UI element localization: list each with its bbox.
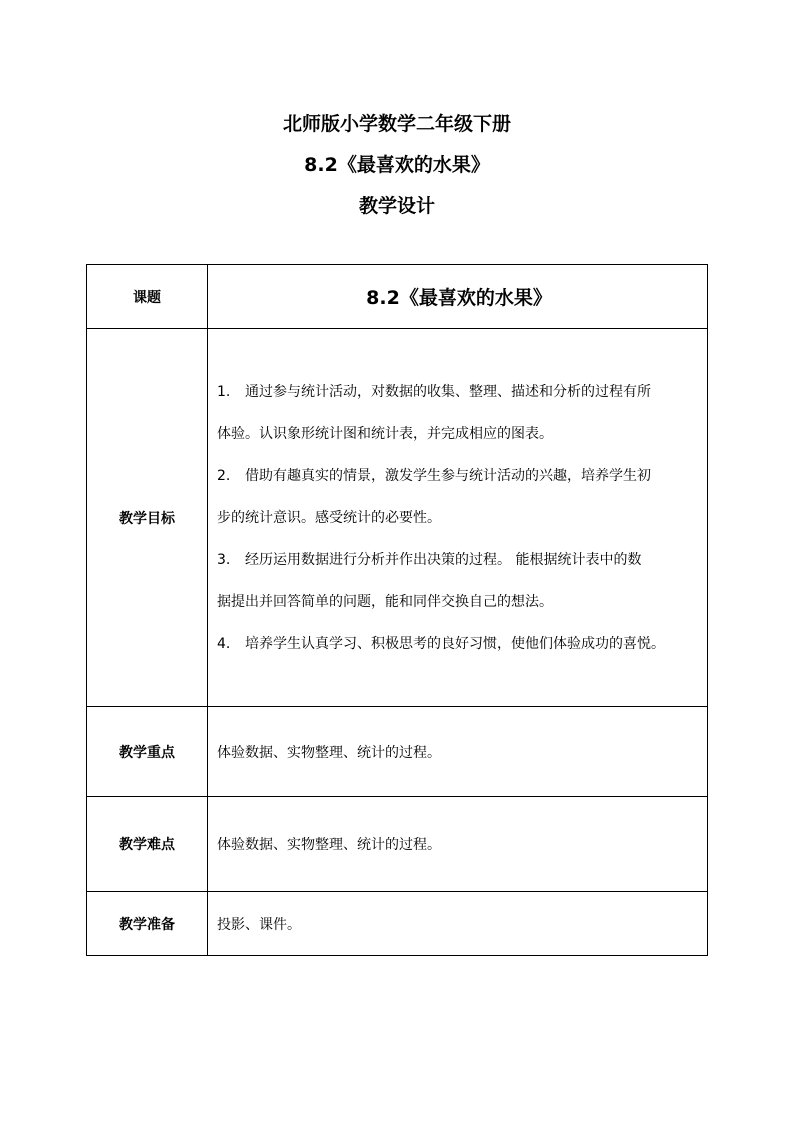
lesson-plan-table [86,264,708,956]
goal-text: 借助有趣真实的情景，激发学生参与统计活动的兴趣，培养学生初 [245,467,651,484]
difficulties-value: 体验数据、实物整理、统计的过程。 [208,797,708,892]
goal-line-3-cont [217,581,701,623]
row-goals [87,329,708,707]
goal-text: 步的统计意识。感受统计的必要性。 [217,509,441,526]
topic-label: 课题 [87,265,208,329]
title-line-grade: 北师版小学数学二年级下册 [282,113,511,135]
topic-value: 8.2《最喜欢的水果》 [208,265,708,329]
goal-text: 经历运用数据进行分析并作出决策的过程。 能根据统计表中的数 [245,551,642,568]
goal-text: 体验。认识象形统计图和统计表，并完成相应的图表。 [217,425,553,442]
row-preparation [87,892,708,956]
difficulties-label: 教学难点 [87,797,208,892]
key-points-value: 体验数据、实物整理、统计的过程。 [208,707,708,797]
preparation-value: 投影、课件。 [208,892,708,956]
goal-line-2 [217,455,701,497]
goal-line-1-cont [217,413,701,455]
goal-text: 培养学生认真学习、积极思考的良好习惯，使他们体验成功的喜悦。 [245,635,665,652]
goal-text: 据提出并回答简单的问题，能和同伴交换自己的想法。 [217,593,553,610]
goals-content [208,329,708,707]
goal-number: 2. [217,467,231,484]
goal-number: 3. [217,551,231,568]
goal-line-1 [217,371,701,413]
preparation-label: 教学准备 [87,892,208,956]
row-topic [87,265,708,329]
key-points-label: 教学重点 [87,707,208,797]
goal-number: 4. [217,635,231,652]
goal-text: 通过参与统计活动，对数据的收集、整理、描述和分析的过程有所 [245,383,651,400]
goal-line-2-cont [217,497,701,539]
document-title [0,104,794,227]
goal-line-3 [217,539,701,581]
row-difficulties [87,797,708,892]
title-line-lesson: 8.2《最喜欢的水果》 [304,154,490,176]
goals-label: 教学目标 [87,329,208,707]
row-key-points [87,707,708,797]
title-line-design: 教学设计 [358,195,435,217]
goal-number: 1. [217,383,231,400]
goal-line-4 [217,623,701,665]
